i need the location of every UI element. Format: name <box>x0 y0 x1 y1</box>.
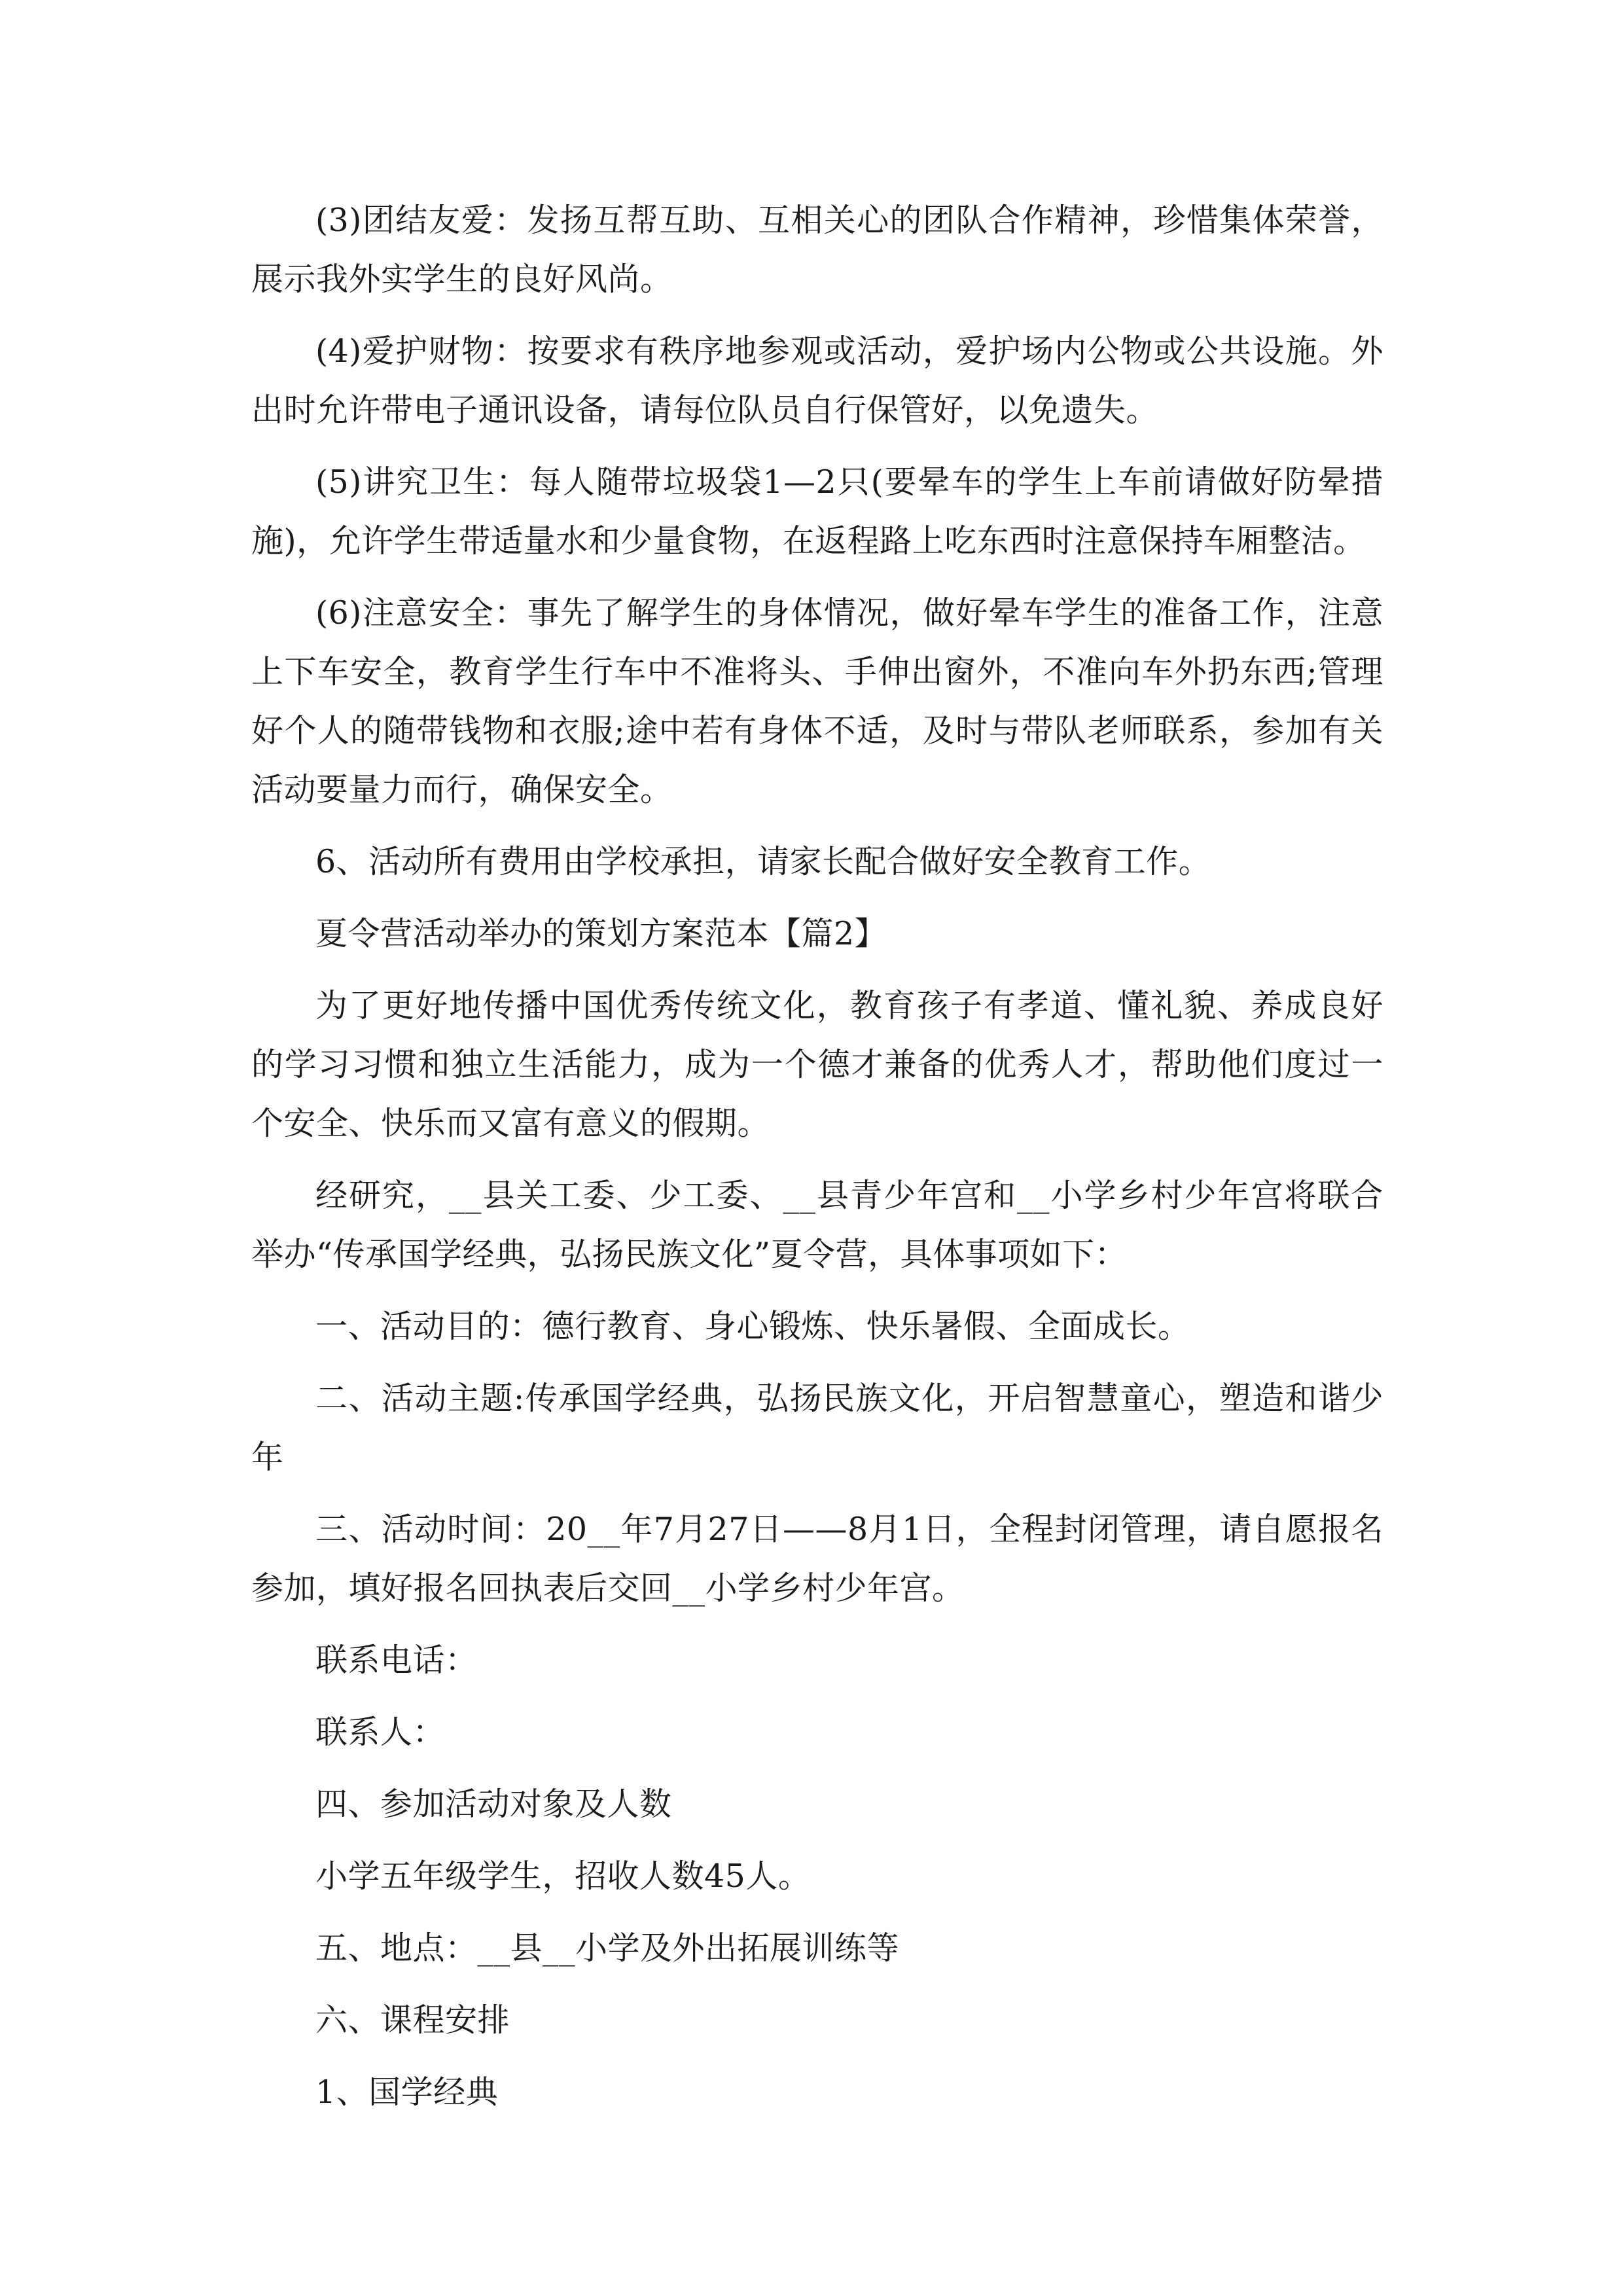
participants-detail: 小学五年级学生，招收人数45人。 <box>315 1857 811 1895</box>
paragraph-safety: (6)注意安全：事先了解学生的身体情况，做好晕车学生的准备工作，注意上下车安全，教育学生行车中不准将头、手伸出窗外，不准向车外扔东西;管理好个人的随带钱物和衣服;途中若有身体不适，及时与带队老师联系，参加有关活动要量力而行，确保安全。 <box>251 594 1383 808</box>
paragraph-hygiene: (5)讲究卫生：每人随带垃圾袋1—2只(要晕车的学生上车前请做好防晕措施)，允许学生带适量水和少量食物，在返程路上吃东西时注意保持车厢整洁。 <box>251 463 1383 560</box>
document-body <box>251 191 1383 2135</box>
paragraph-intro: 为了更好地传播中国优秀传统文化，教育孩子有孝道、懂礼貌、养成良好的学习习惯和独立生活能力，成为一个德才兼备的优秀人才，帮助他们度过一个安全、快乐而又富有意义的假期。 <box>251 987 1383 1142</box>
paragraph-costs: 6、活动所有费用由学校承担，请家长配合做好安全教育工作。 <box>315 843 1211 880</box>
section-title: 夏令营活动举办的策划方案范本【篇2】 <box>315 915 887 952</box>
paragraph-unity: (3)团结友爱：发扬互帮互助、互相关心的团队合作精神，珍惜集体荣誉，展示我外实学生的良好风尚。 <box>251 202 1383 298</box>
schedule-item-1: 1、国学经典 <box>315 2073 499 2111</box>
item-purpose: 一、活动目的：德行教育、身心锻炼、快乐暑假、全面成长。 <box>315 1308 1190 1345</box>
paragraph-organizers: 经研究，__县关工委、少工委、__县青少年宫和__小学乡村少年宫将联合举办“传承国学经典，弘扬民族文化”夏令营，具体事项如下： <box>251 1177 1383 1273</box>
item-theme: 二、活动主题:传承国学经典，弘扬民族文化，开启智慧童心，塑造和谐少年 <box>251 1380 1383 1476</box>
item-participants: 四、参加活动对象及人数 <box>315 1785 672 1823</box>
paragraph-care-property: (4)爱护财物：按要求有秩序地参观或活动，爱护场内公物或公共设施。外出时允许带电子通讯设备，请每位队员自行保管好，以免遗失。 <box>251 332 1383 429</box>
contact-phone: 联系电话： <box>315 1641 478 1679</box>
item-location: 五、地点：__县__小学及外出拓展训练等 <box>315 1929 900 1967</box>
contact-person: 联系人： <box>315 1713 446 1751</box>
item-time: 三、活动时间：20__年7月27日——8月1日，全程封闭管理，请自愿报名参加，填好报名回执表后交回__小学乡村少年宫。 <box>251 1511 1383 1607</box>
item-schedule: 六、课程安排 <box>315 2001 510 2039</box>
